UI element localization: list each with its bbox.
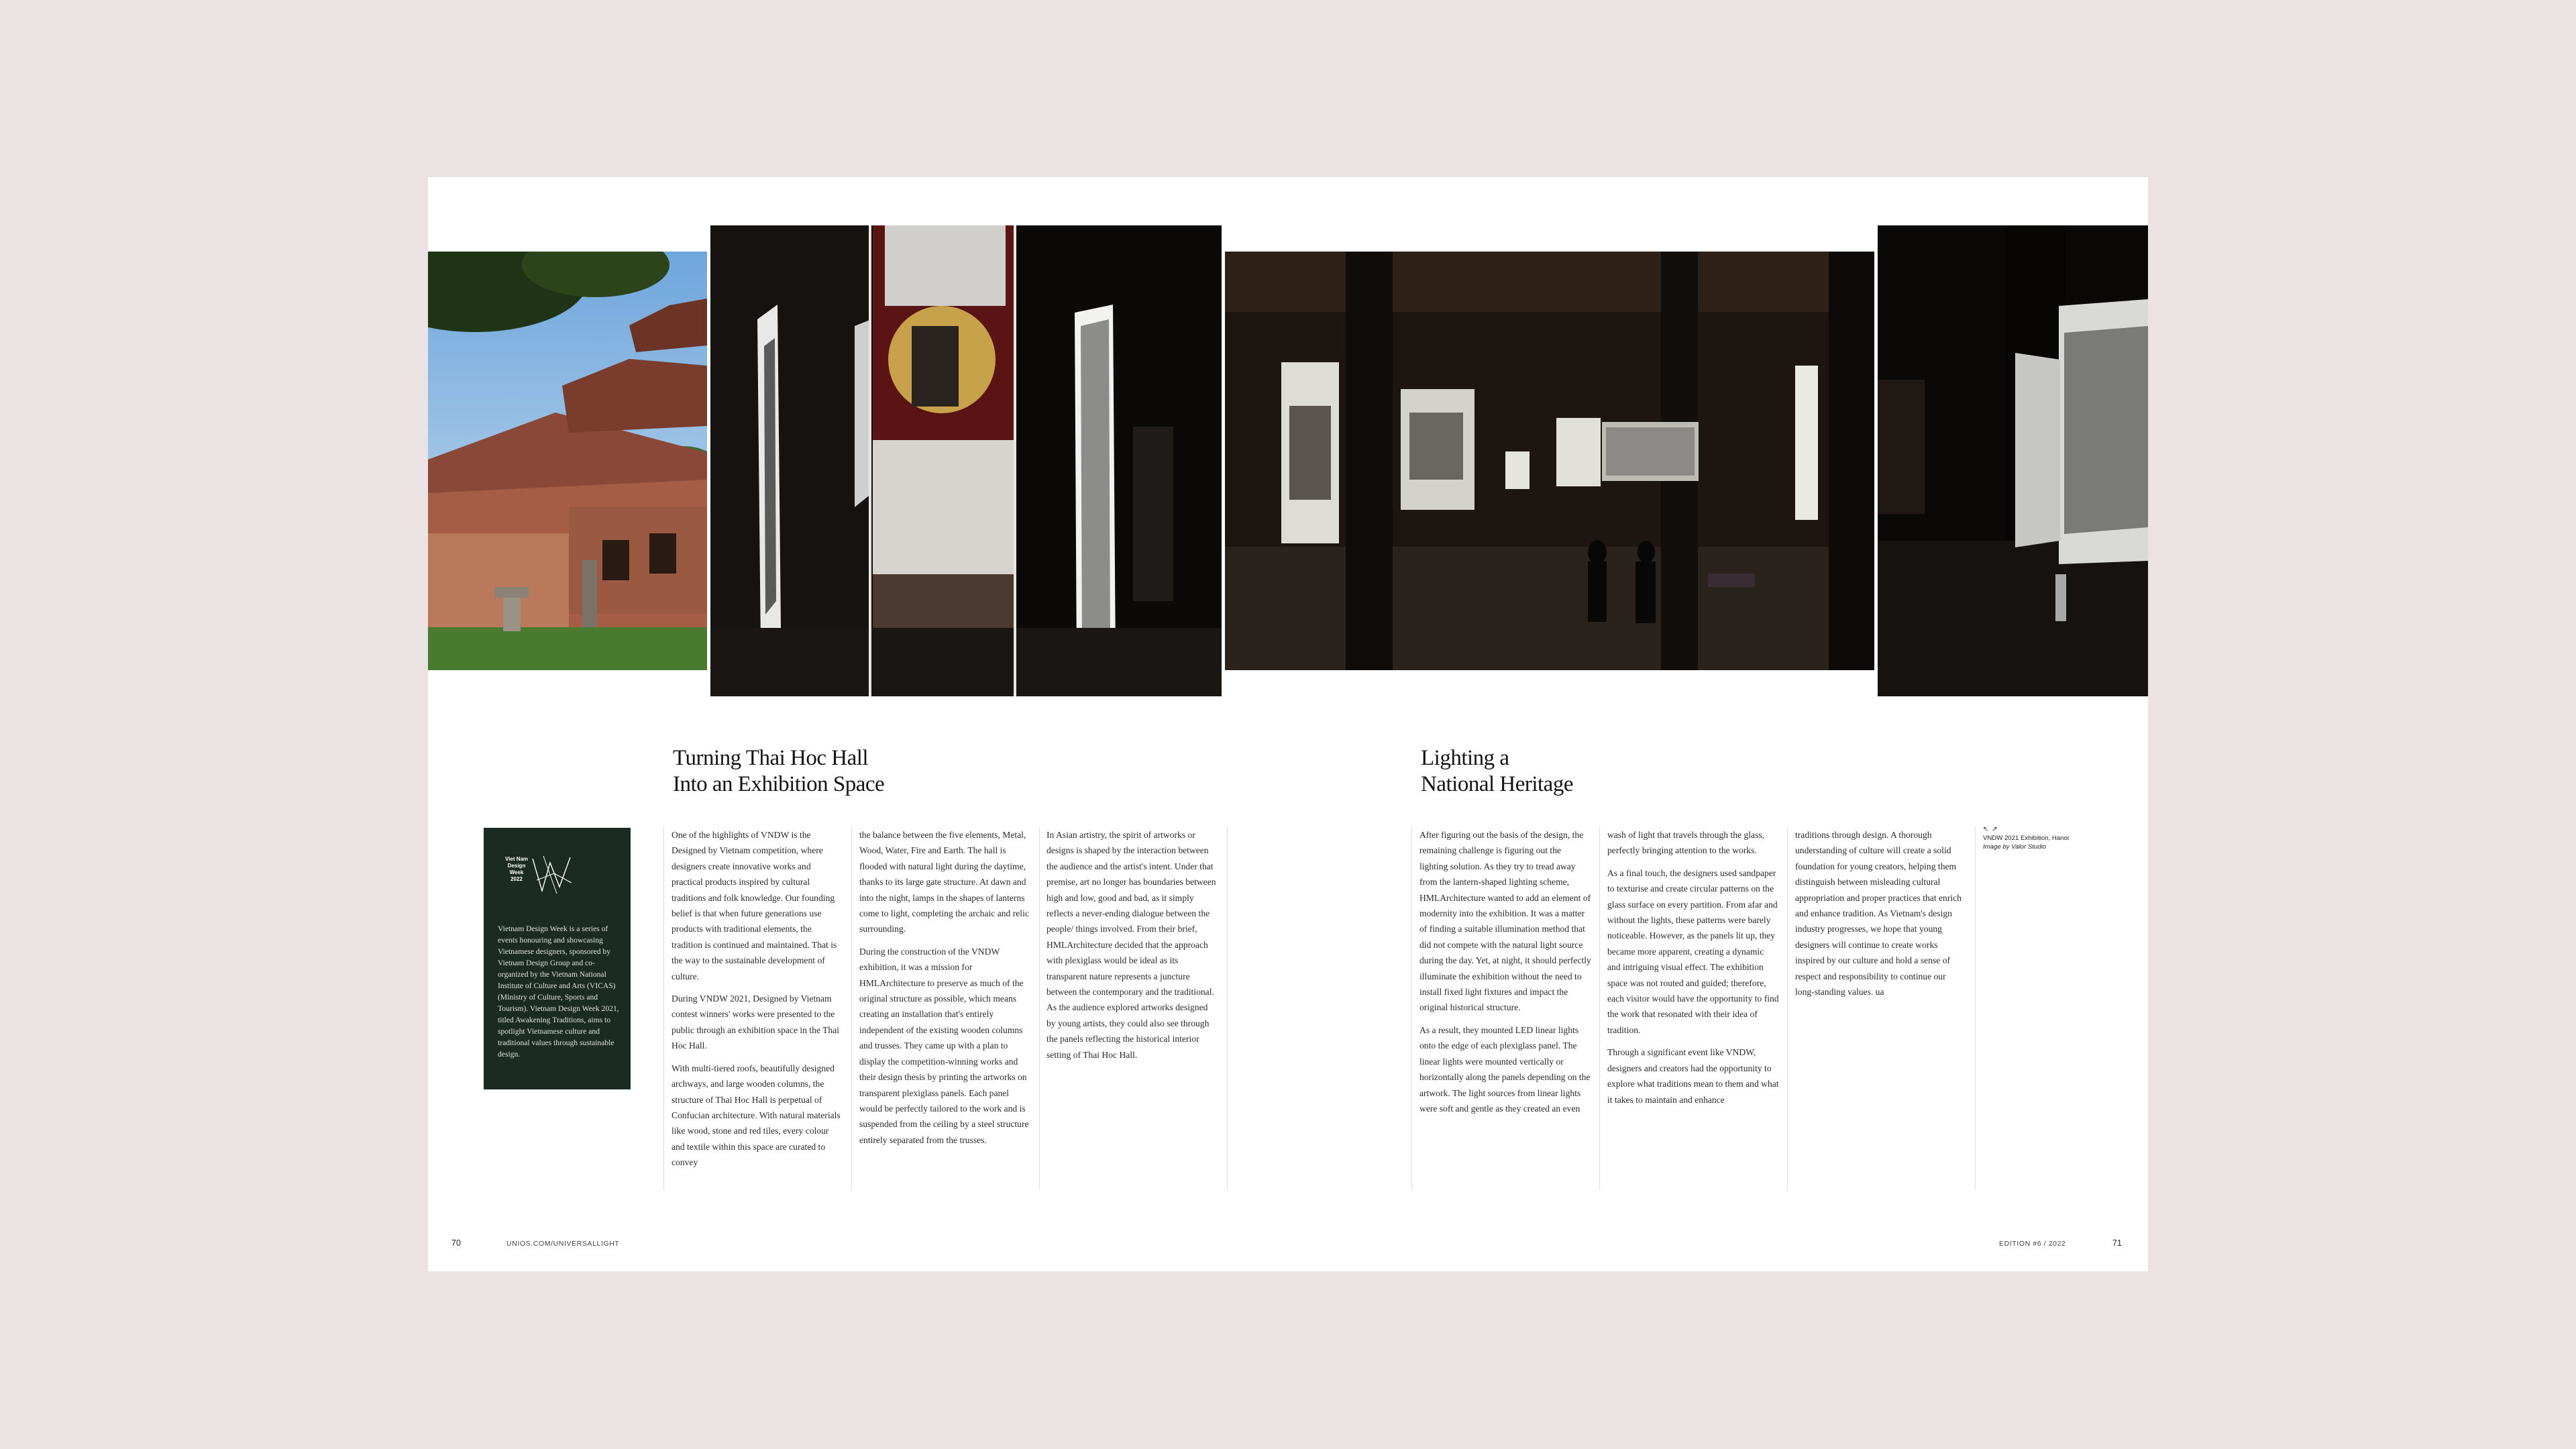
photo-caption (1983, 825, 2069, 851)
left-heading (673, 745, 884, 798)
sidebar-text: Vietnam Design Week is a series of events honouring and showcasing Vietnamese designers, sponsored by Vietnam Design Group and co-organized by the Vietnam National Institute of Culture and Arts (VICAS) (Ministry of Culture, Sports and Tourism). Vietnam Design Week 2021, titled Awakening Traditions, aims to spotlight Vietnamese culture and traditional values through sustainable design. (498, 924, 619, 1059)
left-column-3 (1046, 827, 1218, 1069)
temple-courtyard-photo (428, 252, 707, 670)
left-page-number: 70 (451, 1238, 461, 1248)
left-heading-line-2: Into an Exhibition Space (673, 772, 885, 796)
paragraph: After figuring out the basis of the design, the remaining challenge is figuring out the lighting solution. As they try to tread away from the lantern-shaped lighting scheme, HMLArchitecture wanted to add an element of modernity into the exhibition. It was a matter of finding a suitable illumination method that did not compete with the natural light source during the day. Yet, at night, it should perfectly illuminate the exhibition without the need to install fixed light fixtures and impact the original historical structure. (1419, 830, 1591, 1013)
caption-title: VNDW 2021 Exhibition, Hanoi (1983, 835, 2069, 842)
vndw-sidebar-box (484, 828, 631, 1089)
right-page-number: 71 (2112, 1238, 2122, 1248)
lit-panel-detail-photo (1878, 225, 2148, 696)
footer-edition: EDITION #6 / 2022 (1999, 1240, 2066, 1248)
paragraph: During VNDW 2021, Designed by Vietnam contest winners' works were presented to the public through an exhibition space in the Thai Hoc Hall. (672, 994, 840, 1051)
logo-line: 2022 (511, 876, 523, 882)
paragraph: One of the highlights of VNDW is the Designed by Vietnam competition, where designers create innovative works and practical products inspired by cultural traditions and folk knowledge. Our founding belief is that when future generations use products with traditional elements, the tradition is continued and maintained. That is the way to the sustainable development of culture. (672, 830, 837, 981)
paragraph: the balance between the five elements, Metal, Wood, Water, Fire and Earth. The hall is flooded with natural light during the daytime, thanks to its large gate structure. At dawn and into the night, lamps in the shapes of lanterns come to light, completing the archaic and relic surrounding. (859, 830, 1029, 934)
column-rule (1039, 826, 1040, 1190)
column-rule (1599, 826, 1600, 1190)
right-heading-line-1: Lighting a (1421, 746, 1509, 770)
right-column-2 (1607, 827, 1779, 1114)
caption-credit: Image by Valor Studio (1983, 843, 2047, 851)
paragraph: As a result, they mounted LED linear lights onto the edge of each plexiglass panel. The linear lights were mounted vertically or horizontally along the panels depending on the artwork. The light sources from linear lights were soft and gentle as they created an even (1419, 1024, 1591, 1114)
left-column-2 (859, 827, 1031, 1155)
logo-line: Viet Nam (504, 856, 529, 862)
right-heading (1421, 745, 1573, 798)
left-column-1 (672, 827, 843, 1177)
hall-interior-photo (1225, 252, 1874, 670)
paragraph: As a final touch, the designers used sandpaper to texturise and create circular patterns on the glass surface on every partition. From afar and without the lights, these patterns were barely noticeable. However, as the panels lit up, they became more apparent, creating a dynamic and intriguing visual effect. The exhibition space was not routed and guided; therefore, each visitor would have the opportunity to find the work that resonated with their idea of tradition. (1607, 867, 1779, 1035)
column-rule (1975, 826, 1976, 1190)
paragraph: Through a significant event like VNDW, designers and creators had the opportunity to explore what traditions mean to them and what it takes to maintain and enhance (1607, 1047, 1779, 1105)
logo-line: Week (509, 869, 524, 875)
paragraph: During the construction of the VNDW exhibition, it was a mission for HMLArchitecture to preserve as much of the original structure as possible, which means creating an installation that's entirely independent of the existing wooden columns and trusses. They came up with a plan to display the competition-winning works and their design thesis by printing the artworks on transparent plexiglass panels. Each panel would be perfectly tailored to the work and is suspended from the ceiling by a steel structure entirely separated from the trusses. (859, 946, 1029, 1145)
column-rule (1227, 826, 1228, 1190)
paragraph: wash of light that travels through the glass, perfectly bringing attention to the works. (1607, 830, 1765, 856)
logo-line: Design (507, 863, 526, 869)
caption-arrows-icon: ↖ ↗ (1983, 826, 1998, 833)
right-column-1 (1419, 827, 1591, 1123)
paragraph: With multi-tiered roofs, beautifully designed archways, and large wooden columns, the structure of Thai Hoc Hall is perpetual of Confucian architecture. With natural materials like wood, stone and red tiles, every colour and textile within this space are curated to convey (672, 1063, 841, 1168)
column-rule (1411, 826, 1412, 1190)
column-rule (851, 826, 852, 1190)
column-rule (663, 826, 664, 1190)
column-rule (1787, 826, 1788, 1190)
paragraph: In Asian artistry, the spirit of artworks or designs is shaped by the interaction between the audience and the artist's intent. Under that premise, art no longer has boundaries between high and low, good and bad, as it simply reflects a never-ending dialogue between the people/ things involved. From their brief, HMLArchitecture decided that the approach with plexiglass would be ideal as its transparent nature represents a juncture between the contemporary and the traditional. As the audience explored artworks designed by young artists, they could also see through the panels reflecting the historical interior setting of Thai Hoc Hall. (1046, 830, 1216, 1060)
left-heading-line-1: Turning Thai Hoc Hall (673, 746, 869, 770)
magazine-spread (428, 177, 2148, 1271)
right-heading-line-2: National Heritage (1421, 772, 1573, 796)
paragraph: traditions through design. A thorough understanding of culture will create a solid foundation for young creators, helping them distinguish between misleading cultural appropriation and proper practices that enrich and enhance tradition. As Vietnam's design industry progresses, we hope that young designers will continue to create works inspired by our culture and hold a sense of respect and responsibility to continue our long-standing values. ua (1795, 830, 1962, 998)
logo-mark-icon (530, 853, 574, 896)
right-column-3 (1795, 827, 1967, 1006)
exhibition-panels-photo (710, 225, 1222, 696)
vndw-logo (498, 853, 619, 900)
footer-url: UNIOS.COM/UNIVERSALLIGHT (506, 1240, 620, 1248)
